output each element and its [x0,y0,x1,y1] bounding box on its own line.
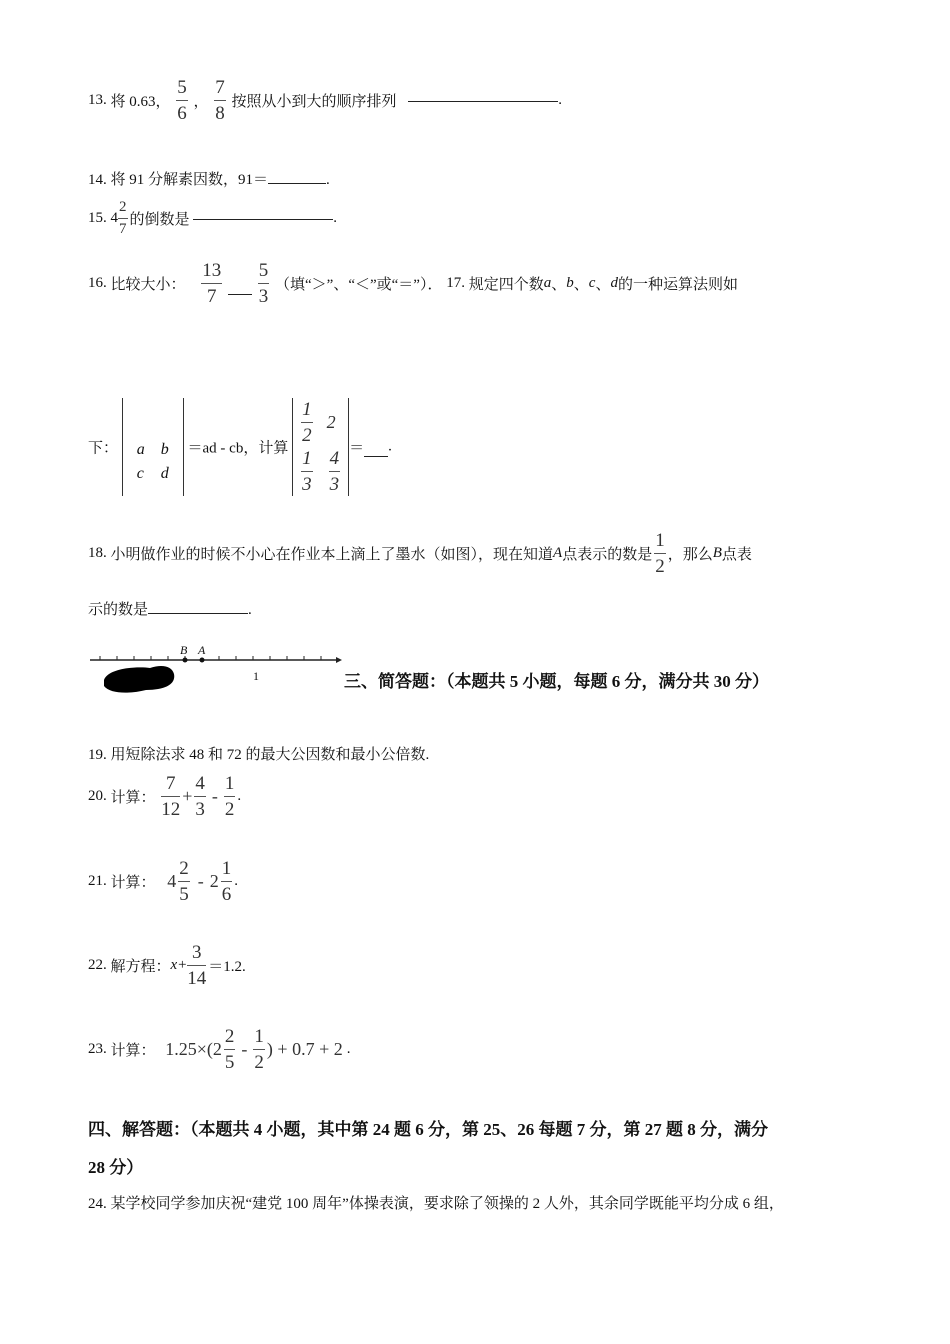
q20-fraction-3: $\frac{1}{2}$ [224,773,235,820]
q16-tail: （填“＞”、“＜”或“＝”）． [275,277,443,293]
q17-sep-3: 、 [595,277,611,293]
q23-fraction-1: $\frac{2}{5}$ [224,1026,235,1073]
question-22 [88,943,246,988]
label-a: A [198,643,206,657]
q20-minus: - [211,786,218,806]
q16-number: 16. [88,275,107,291]
question-17-line2 [88,398,392,496]
q13-fraction-2: $\frac{7}{8}$ [215,77,225,124]
q17-var-b: b [566,275,574,291]
q14-number: 14. [88,172,107,188]
q16-fraction-1: $\frac{13}{7}$ [202,260,222,307]
q20-fraction-1: $\frac{7}{12}$ [161,773,181,820]
det-c: c [136,465,144,482]
q21-fraction-1: $\frac{2}{5}$ [179,858,189,905]
q13-tail: 按照从小到大的顺序排列 [231,94,397,110]
q22-lead: 解方程： [110,959,171,975]
q23-lead: 计算： [110,1043,156,1059]
q17-eq: ＝ [349,440,365,457]
q20-plus: + [182,786,193,806]
q23-expr-2: ) + 0.7 + 2 [266,1039,343,1059]
q18-line2: 示的数是 [88,602,149,618]
determinant-compute: $\frac{1}{2}$ 2 $\frac{1}{3}$ $\frac{4}{3}$ [292,398,349,496]
q13-fraction-1: $\frac{5}{6}$ [177,77,187,124]
q16-answer-blank[interactable] [228,293,252,295]
q15-whole: 4 [110,210,118,226]
q15-answer-blank[interactable] [193,218,333,220]
determinant-definition [122,398,184,496]
q18-end: . [248,602,252,618]
question-18-line2 [88,598,252,619]
question-15 [88,200,337,237]
q18-number: 18. [88,545,107,561]
q21-fraction-2: $\frac{1}{6}$ [221,858,232,905]
label-b: B [180,643,188,657]
q23-expr-1: 1.25×(2 [165,1039,222,1059]
det-b: b [160,441,169,458]
q13-number: 13. [88,92,107,108]
q21-number: 21. [88,873,107,889]
q16-lead: 比较大小： [110,277,186,293]
q23-fraction-2: $\frac{1}{2}$ [254,1026,264,1073]
q13-end: . [558,92,563,108]
q21-end: . [234,873,239,889]
label-one: 1 [253,669,259,683]
question-19 [88,743,429,764]
q14-answer-blank[interactable] [268,182,326,184]
question-14 [88,168,330,189]
q17-var-d: d [610,275,618,291]
q17-var-c: c [588,275,596,291]
q16-fraction-2: $\frac{5}{3}$ [258,260,269,307]
q21-minus: - [197,871,204,891]
q18-text-3: ，那么 [667,547,713,563]
det-d: d [160,465,169,482]
q17-number: 17. [446,275,465,291]
question-24 [88,1192,784,1213]
section-4-heading-line-1: 四、解答题：（本题共 4 小题，其中第 24 题 6 分，第 25、26 每题 7 分，第 27 题 8 分，满分 [88,1120,768,1139]
section-4-heading-line-2: 28 分） [88,1158,144,1177]
q17-answer-blank[interactable] [364,455,388,457]
question-20 [88,774,241,819]
q17-tail: 的一种运算法则如 [617,277,738,293]
q18-text-4: 点表 [721,547,752,563]
q24-number: 24. [88,1196,107,1212]
q21-whole-2: 2 [209,871,219,891]
q18-point-b: B [712,545,722,561]
q23-minus: - [241,1039,248,1059]
q15-end: . [333,210,338,226]
q21-whole-1: 4 [167,871,177,891]
q17-end: . [388,438,392,455]
q14-text: 将 91 分解素因数，91＝ [110,172,269,188]
q21-lead: 计算： [110,875,156,891]
q23-end: . [346,1041,351,1057]
q15-number: 15. [88,210,107,226]
question-16 [88,261,738,306]
question-13 [88,78,562,123]
q20-number: 20. [88,788,107,804]
q17-rule: ＝ad - cb，计算 [187,440,289,457]
q20-fraction-2: $\frac{4}{3}$ [195,773,205,820]
det-a: a [136,441,145,458]
q18-text-2: 点表示的数是 [562,547,653,563]
q22-tail: ＝1.2. [208,959,246,975]
q18-point-a: A [553,545,563,561]
ink-blot [104,666,174,693]
q13-lead: 将 0.63， [110,94,171,110]
point-b-dot [183,658,188,663]
q22-x: x+ [170,957,188,973]
q22-fraction: $\frac{3}{14}$ [187,942,207,989]
q18-answer-blank[interactable] [148,612,248,614]
q23-number: 23. [88,1041,107,1057]
question-18 [88,531,752,576]
q18-fraction: $\frac{1}{2}$ [655,530,665,577]
q17-lead: 规定四个数 [468,277,544,293]
section-3-heading: 三、简答题：（本题共 5 小题，每题 6 分，满分共 30 分） [344,672,769,691]
question-21 [88,859,238,904]
q22-number: 22. [88,957,107,973]
q17-var-a: a [543,275,552,291]
q13-sep: ， [193,94,209,110]
q13-answer-blank[interactable] [408,100,558,102]
q24-text: 某学校同学参加庆祝“建党 100 周年”体操表演，要求除了领操的 2 人外，其余同学既能平均分成 6 组， [110,1196,784,1212]
number-line-figure [86,638,346,700]
q14-end: . [326,172,330,188]
point-a-dot [200,658,205,663]
q19-text: 用短除法求 48 和 72 的最大公因数和最小公倍数. [110,747,430,763]
q18-text-1: 小明做作业的时候不小心在作业本上滴上了墨水（如图），现在知道 [110,547,554,563]
q15-text: 的倒数是 [129,212,190,228]
q19-number: 19. [88,747,107,763]
q15-fraction: $\frac{2}{7}$ [119,199,127,237]
q17-sep-2: 、 [573,277,589,293]
q20-end: . [237,788,242,804]
q20-lead: 计算： [110,790,156,806]
q17-sep-1: 、 [551,277,567,293]
question-23 [88,1027,350,1072]
number-line-arrow [336,657,342,663]
q17-line2-lead: 下： [88,440,119,457]
